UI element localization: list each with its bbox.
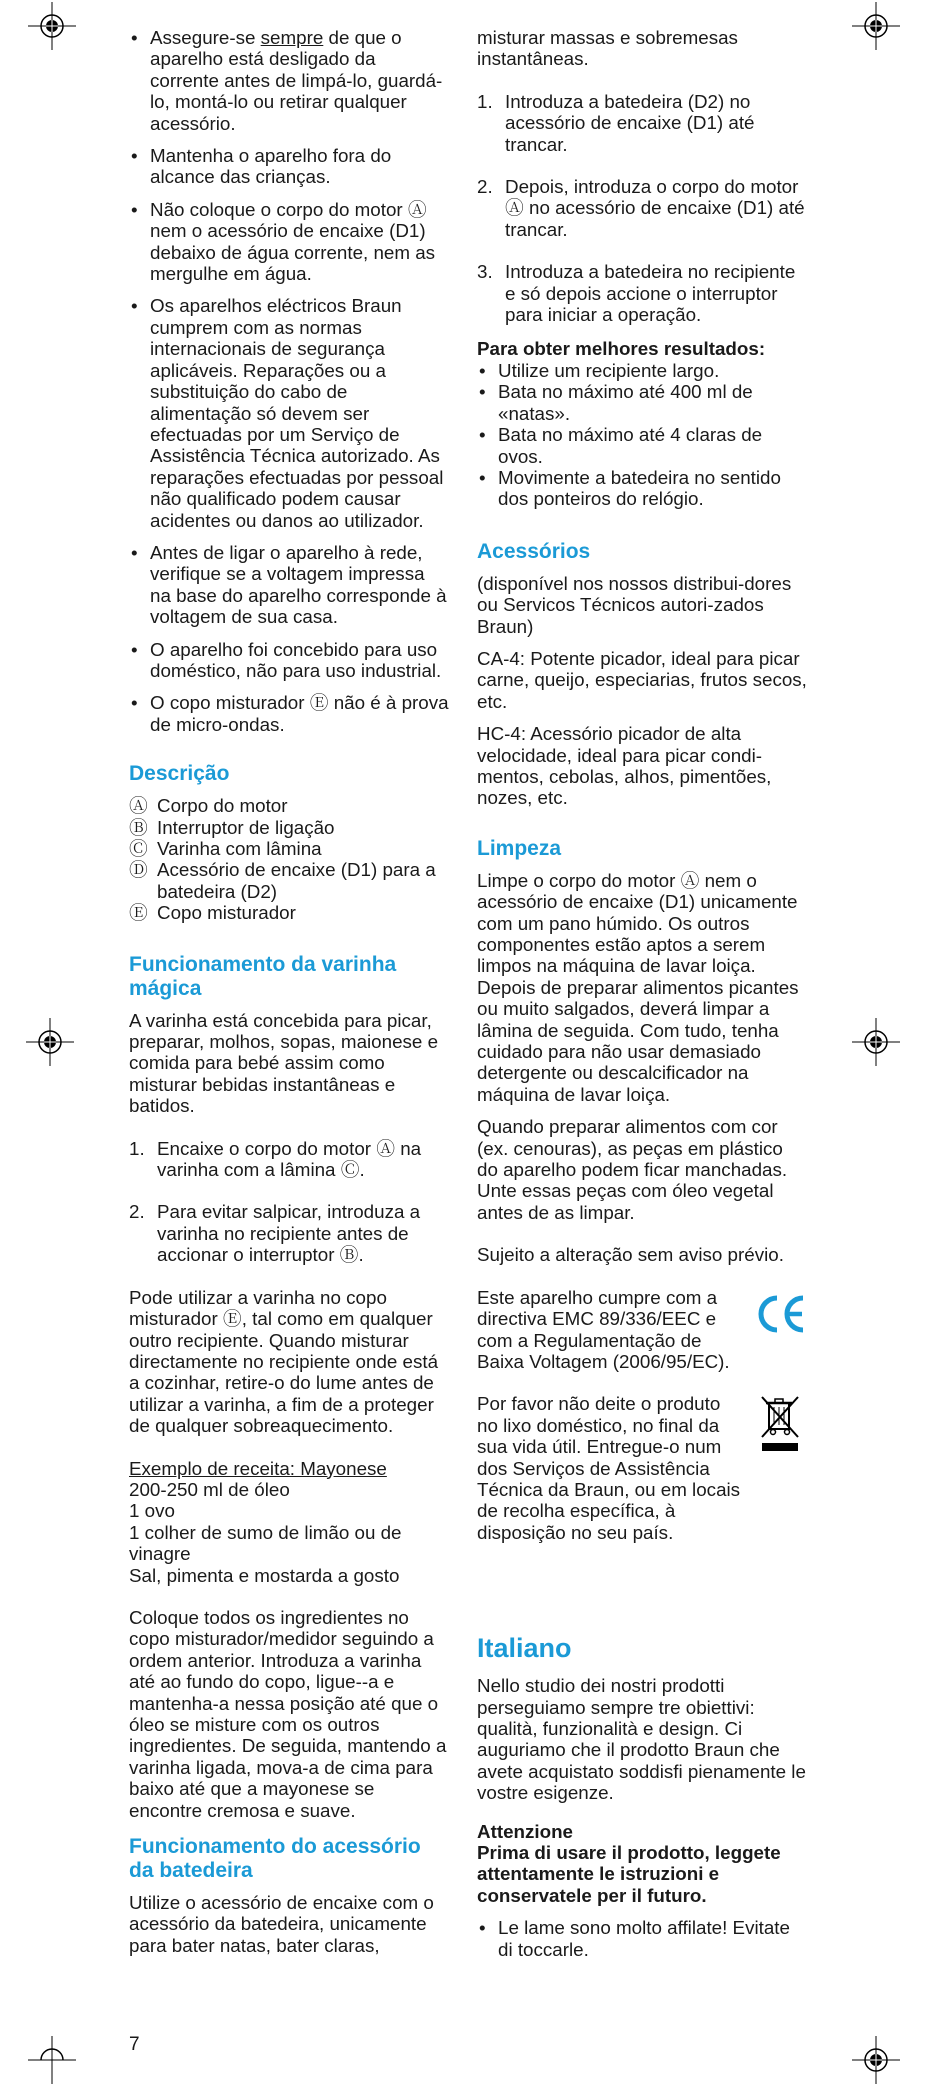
list-item: 2. Para evitar salpicar, introduza a varinha no recipiente antes de accionar o interruptor Ⓑ. xyxy=(129,1201,421,1266)
left-column xyxy=(129,27,449,1967)
recipe-line: Sal, pimenta e mostarda a gosto xyxy=(129,1564,400,1586)
descricao-list xyxy=(129,795,449,923)
recipe-title: Exemplo de receita: Mayonese xyxy=(129,1457,387,1479)
list-item: Ⓔ Copo misturador xyxy=(129,902,296,924)
registration-mark-icon xyxy=(28,2036,76,2084)
list-item: • Antes de ligar o aparelho à rede, verifique se a voltagem impressa na base do aparelho corresponde à voltagem de sua casa. xyxy=(129,542,449,628)
recipe-method: Coloque todos os ingredientes no copo misturador/medidor seguindo a ordem anterior. Introduza a varinha até ao fundo do copo, ligue--a e mantenha-a nessa posição até que o óleo se misture com os outros ingredientes. De seguida, mantendo a varinha ligada, mova-a de cima para baixo até que a mayonese se encontre cremosa e suave. xyxy=(129,1606,447,1821)
batedeira-continued: misturar massas e sobremesas instantâneas. xyxy=(477,27,738,70)
list-item: Ⓑ Interruptor de ligação xyxy=(129,816,335,838)
recipe-line: 200-250 ml de óleo xyxy=(129,1478,290,1500)
recipe-line: 1 colher de sumo de limão ou de vinagre xyxy=(129,1521,402,1565)
list-item: Ⓐ Corpo do motor xyxy=(129,795,288,817)
section-heading-limpeza: Limpeza xyxy=(477,836,562,860)
list-item: • Le lame sono molto affilate! Evitate di toccarle. xyxy=(477,1917,807,1960)
subject-to-change: Sujeito a alteração sem aviso prévio. xyxy=(477,1244,784,1266)
tips-list xyxy=(477,360,807,510)
list-item: • Movimente a batedeira no sentido dos ponteiros do relógio. xyxy=(477,467,807,510)
limpeza-paragraph: Quando preparar alimentos com cor (ex. cenouras), as peças em plástico do aparelho podem ficar manchadas. Unte essas peças com óleo vegetal antes de as limpar. xyxy=(477,1116,788,1223)
attenzione-text: Prima di usare il prodotto, leggete attentamente le istruzioni e conservatele per il futuro. xyxy=(477,1842,781,1906)
italiano-list xyxy=(477,1917,807,1960)
limpeza-paragraph: Limpe o corpo do motor Ⓐ nem o acessório de encaixe (D1) unicamente com um pano húmido. Os outros componentes estão aptos a serem limpos na máquina de lavar loiça. Depois de preparar alimentos picantes ou muito salgados, deverá limpar a lâmina de seguida. Com tudo, tenha cuidado para não usar demasiado detergente ou descalcificador na máquina de lavar loiça. xyxy=(477,869,799,1105)
varinha-paragraph: Pode utilizar a varinha no copo misturador Ⓔ, tal como em qualquer outro recipiente. Quando misturar directamente no recipiente onde está a cozinhar, retire-o do lume antes de utilizar a varinha, a fim de a proteger de qualquer sobreaquecimento. xyxy=(129,1286,439,1437)
list-item: • O copo misturador Ⓔ não é à prova de micro-ondas. xyxy=(129,692,449,735)
recipe-block xyxy=(129,1458,449,1586)
ce-mark-icon xyxy=(755,1291,807,1337)
registration-mark-icon xyxy=(28,2,76,50)
page-number: 7 xyxy=(129,2034,140,2055)
batedeira-steps xyxy=(477,91,807,326)
weee-text: Por favor não deite o produto no lixo doméstico, no final da sua vida útil. Entregue-o num dos Serviços de Assistência Técnica da Braun, ou em locais de recolha específica, à disposição no seu país. xyxy=(477,1393,741,1543)
list-item: Ⓒ Varinha com lâmina xyxy=(129,838,322,859)
batedeira-intro: Utilize o acessório de encaixe com o acessório da batedeira, unicamente para bater natas, bater claras, xyxy=(129,1892,434,1956)
list-item: • Os aparelhos eléctricos Braun cumprem com as normas internacionais de segurança aplicáveis. Reparações ou a substituição do cabo de alimentação só devem ser efectuadas por um Serviço de Assistência Técnica autorizado. As reparações efectuadas por pessoal não qualificado podem causar acidentes ou danos ao utilizador. xyxy=(129,295,449,530)
list-item: • Assegure-se sempre de que o aparelho está desligado da corrente antes de limpá-lo, guardá-lo, montá-lo ou retirar qualquer acessório. xyxy=(129,27,449,134)
registration-mark-icon xyxy=(852,2,900,50)
italiano-intro: Nello studio dei nostri prodotti perseguiamo sempre tre obiettivi: qualità, funzionalità e design. Ci auguriamo che il prodotto Braun che avete acquistato soddisfi pienamente le vostre esigenze. xyxy=(477,1675,806,1804)
list-item: Ⓓ Acessório de encaixe (D1) para a batedeira (D2) xyxy=(129,859,436,902)
acessorios-paragraph: HC-4: Acessório picador de alta velocidade, ideal para picar condi-mentos, cebolas, alhos, pimentões, nozes, etc. xyxy=(477,723,772,809)
crossed-bin-icon xyxy=(759,1395,801,1453)
list-item: • Não coloque o corpo do motor Ⓐ nem o acessório de encaixe (D1) debaixo de água corrente, nem as mergulhe em água. xyxy=(129,199,449,285)
section-heading-varinha: Funcionamento da varinha mágica xyxy=(129,952,397,1000)
section-heading-descricao: Descrição xyxy=(129,762,230,786)
attenzione-title: Attenzione xyxy=(477,1820,573,1842)
registration-mark-icon xyxy=(852,2036,900,2084)
registration-mark-icon xyxy=(852,1018,900,1066)
recipe-line: 1 ovo xyxy=(129,1500,175,1522)
section-heading-acessorios: Acessórios xyxy=(477,539,591,563)
list-item: 2. Depois, introduza o corpo do motor Ⓐ no acessório de encaixe (D1) até trancar. xyxy=(477,176,805,240)
list-item: 3. Introduza a batedeira no recipiente e só depois accione o interruptor para iniciar a operação. xyxy=(477,261,796,326)
right-column xyxy=(477,27,807,1971)
section-heading-batedeira: Funcionamento do acessório da batedeira xyxy=(129,1835,421,1883)
section-heading-italiano: Italiano xyxy=(477,1633,572,1664)
list-item: • Mantenha o aparelho fora do alcance das crianças. xyxy=(129,145,449,188)
acessorios-paragraph: (disponível nos nossos distribui-dores ou Servicos Técnicos autori-zados Braun) xyxy=(477,572,792,637)
list-item: • Utilize um recipiente largo. xyxy=(477,360,807,381)
list-item: • Bata no máximo até 4 claras de ovos. xyxy=(477,424,807,467)
registration-mark-icon xyxy=(26,1018,74,1066)
list-item: • Bata no máximo até 400 ml de «natas». xyxy=(477,381,807,424)
tips-heading: Para obter melhores resultados: xyxy=(477,338,766,360)
acessorios-paragraph: CA-4: Potente picador, ideal para picar carne, queijo, especiarias, frutos secos, etc. xyxy=(477,647,807,712)
safety-list xyxy=(129,27,449,735)
ce-block xyxy=(477,1287,807,1373)
varinha-steps xyxy=(129,1138,449,1266)
ce-text: Este aparelho cumpre com a directiva EMC 89/336/EEC e com a Regulamentação de Baixa Voltagem (2006/95/EC). xyxy=(477,1286,730,1372)
list-item: • O aparelho foi concebido para uso doméstico, não para uso industrial. xyxy=(129,639,449,682)
list-item: 1. Introduza a batedeira (D2) no acessório de encaixe (D1) até trancar. xyxy=(477,90,755,155)
list-item: 1. Encaixe o corpo do motor Ⓐ na varinha com a lâmina Ⓒ. xyxy=(129,1137,422,1181)
varinha-intro: A varinha está concebida para picar, preparar, molhos, sopas, maionese e comida para bebé assim como misturar bebidas instantâneas e batidos. xyxy=(129,1009,439,1117)
weee-block xyxy=(477,1393,807,1543)
